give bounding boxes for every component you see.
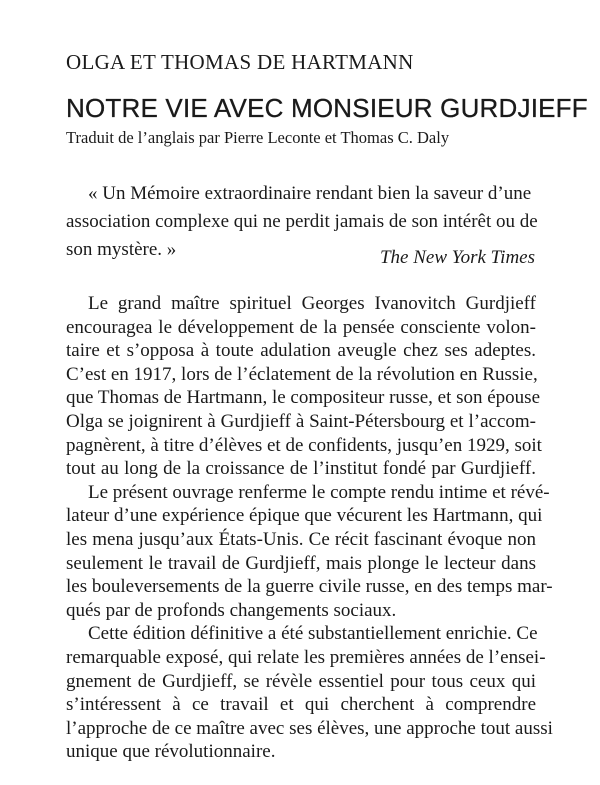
text-line: Cette édition définitive a été substantiellement enrichie. Ce bbox=[88, 623, 538, 645]
text-line: Le grand maître spirituel Georges Ivanovitch Gurdjieff bbox=[88, 293, 536, 314]
description-paragraph bbox=[66, 622, 553, 764]
text-line: unique que révolutionnaire. bbox=[66, 741, 276, 763]
text-line: gnement de Gurdjieff, se révèle essentiel pour tous ceux qui bbox=[66, 670, 536, 692]
quote-line: son mystère. » bbox=[66, 239, 177, 260]
quote-attribution: The New York Times bbox=[379, 247, 535, 268]
text-line: qués par de profonds changements sociaux. bbox=[66, 599, 397, 621]
description-paragraph bbox=[66, 292, 542, 481]
text-line: tout au long de la croissance de l’institut fondé par Gurdjieff. bbox=[66, 458, 536, 480]
text-line: taire et s’opposa à toute adulation aveugle chez ses adeptes. bbox=[66, 340, 536, 362]
quote-line: association complexe qui ne perdit jamais de son intérêt ou de bbox=[66, 211, 538, 232]
text-line: l’approche de ce maître avec ses élèves, une approche tout aussi bbox=[66, 717, 553, 739]
book-title: NOTRE VIE AVEC MONSIEUR GURDJIEFF bbox=[66, 93, 588, 123]
text-line: encouragea le développement de la pensée consciente volon- bbox=[66, 316, 536, 338]
text-line: que Thomas de Hartmann, le compositeur russe, et son épouse bbox=[66, 387, 541, 409]
authors-heading: OLGA ET THOMAS DE HARTMANN bbox=[66, 50, 414, 74]
text-line: Olga se joignirent à Gurdjieff à Saint-Pétersbourg et l’accom- bbox=[66, 410, 536, 432]
text-line: les mena jusqu’aux États-Unis. Ce récit fascinant évoque non bbox=[66, 528, 536, 550]
text-line: lateur d’une expérience épique que vécurent les Hartmann, qui bbox=[66, 505, 543, 527]
quote-line: « Un Mémoire extraordinaire rendant bien la saveur d’une bbox=[88, 183, 532, 204]
text-line: seulement le travail de Gurdjieff, mais plonge le lecteur dans bbox=[66, 552, 536, 574]
text-line: Le présent ouvrage renferme le compte rendu intime et révé- bbox=[88, 481, 550, 503]
text-line: les bouleversements de la guerre civile russe, en des temps mar- bbox=[66, 576, 553, 598]
text-line: remarquable exposé, qui relate les premières années de l’ensei- bbox=[66, 646, 546, 668]
text-line: pagnèrent, à titre d’élèves et de confidents, jusqu’en 1929, soit bbox=[66, 434, 542, 456]
description-paragraph bbox=[66, 481, 553, 623]
description-body bbox=[66, 292, 553, 764]
text-line: C’est en 1917, lors de l’éclatement de la révolution en Russie, bbox=[66, 363, 538, 385]
text-line: s’intéressent à ce travail et qui cherchent à comprendre bbox=[66, 694, 536, 716]
translators-credit: Traduit de l’anglais par Pierre Leconte et Thomas C. Daly bbox=[66, 128, 450, 147]
